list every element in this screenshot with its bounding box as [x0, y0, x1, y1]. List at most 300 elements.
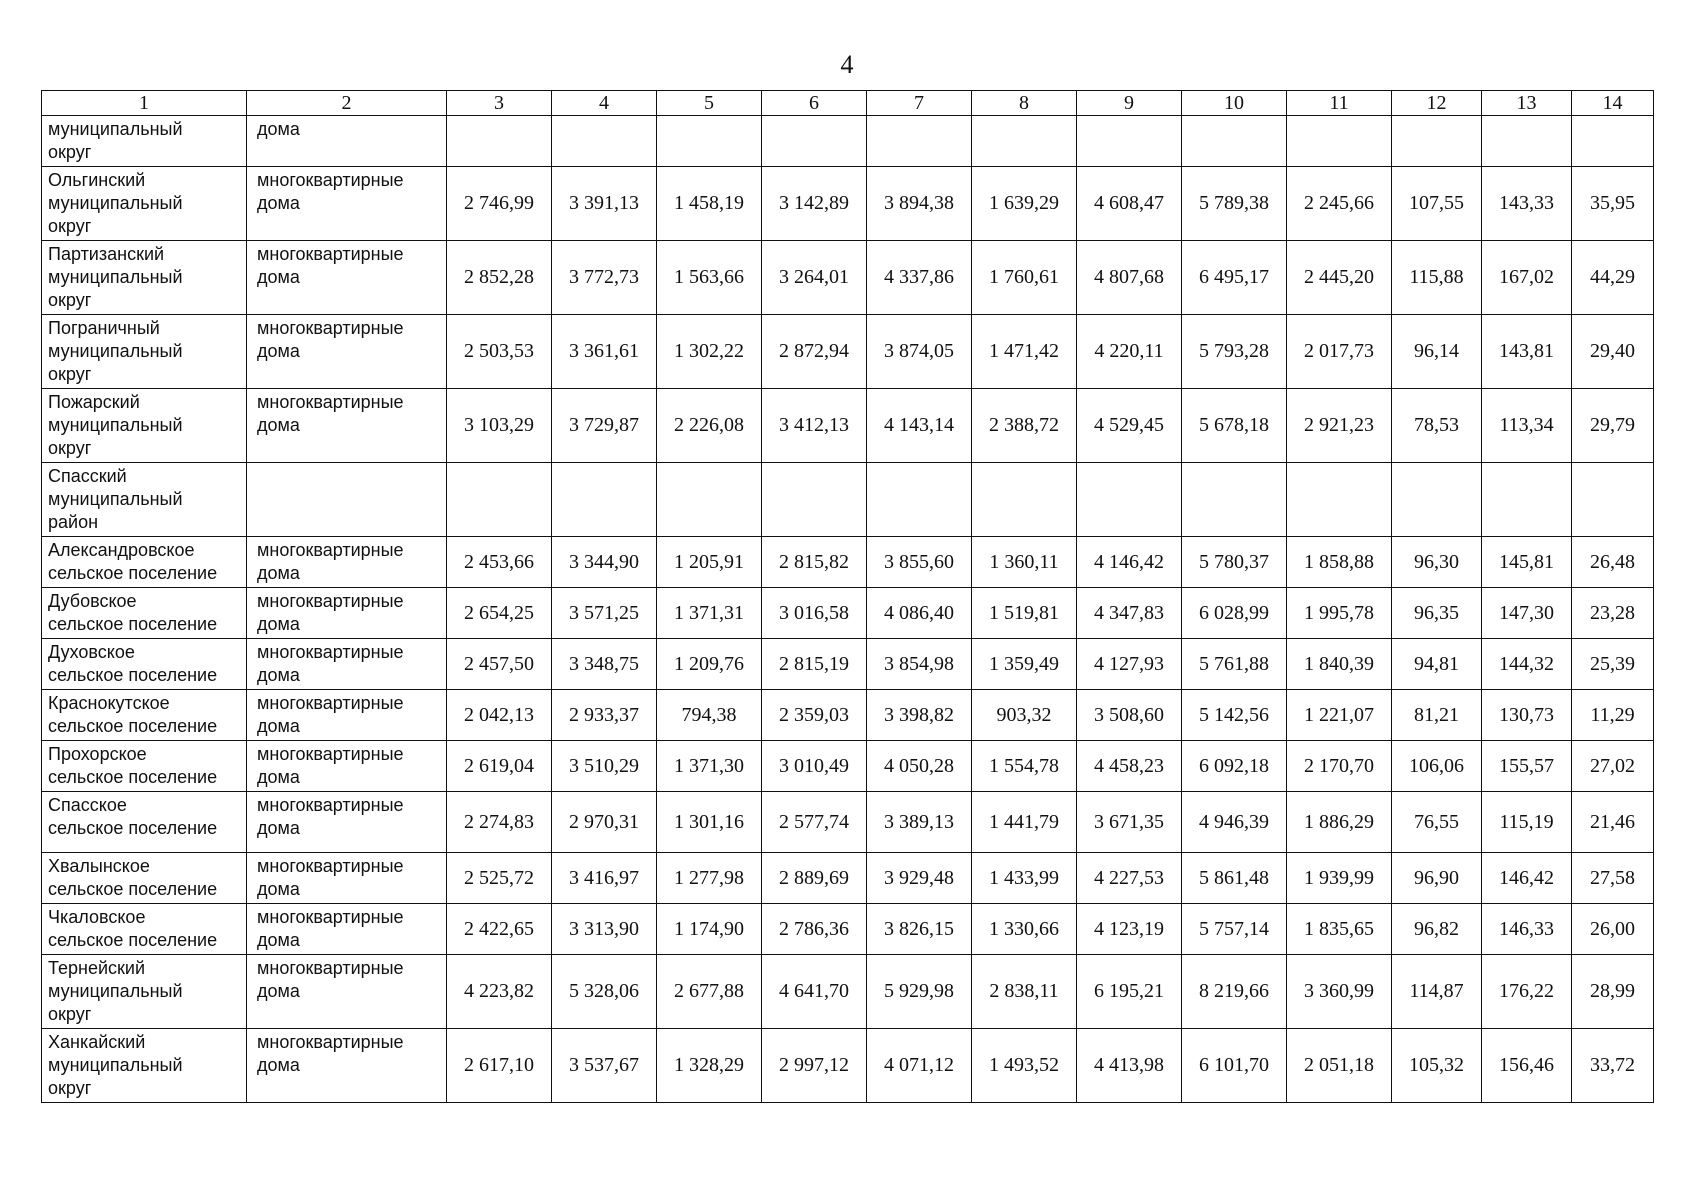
value-cell: 96,30 [1392, 537, 1482, 588]
value-cell [1287, 463, 1392, 537]
value-cell: 1 835,65 [1287, 904, 1392, 955]
value-cell: 2 577,74 [762, 792, 867, 853]
territory-name-line: округ [48, 1078, 92, 1098]
value-cell: 2 970,31 [552, 792, 657, 853]
territory-name-line: муниципальный [48, 1055, 183, 1075]
value-cell [1482, 116, 1572, 167]
value-cell: 2 997,12 [762, 1029, 867, 1103]
value-cell: 27,02 [1572, 741, 1654, 792]
housing-type-line: многоквартирные [257, 1032, 404, 1052]
value-cell [1572, 116, 1654, 167]
territory-name-line: район [48, 512, 99, 532]
column-header: 9 [1077, 91, 1182, 116]
value-cell: 5 142,56 [1182, 690, 1287, 741]
value-cell: 2 786,36 [762, 904, 867, 955]
housing-type-line: дома [257, 879, 300, 899]
value-cell: 23,28 [1572, 588, 1654, 639]
housing-type-cell [247, 116, 447, 167]
territory-name-line: сельское поселение [48, 665, 218, 685]
value-cell: 167,02 [1482, 241, 1572, 315]
value-cell: 1 639,29 [972, 167, 1077, 241]
territory-name-line: сельское поселение [48, 563, 218, 583]
territory-name-line: муниципальный [48, 341, 183, 361]
housing-type-line: многоквартирные [257, 958, 404, 978]
value-cell: 4 347,83 [1077, 588, 1182, 639]
value-cell: 2 852,28 [447, 241, 552, 315]
value-cell: 145,81 [1482, 537, 1572, 588]
value-cell: 3 729,87 [552, 389, 657, 463]
value-cell [1182, 463, 1287, 537]
value-cell: 2 503,53 [447, 315, 552, 389]
value-cell: 1 302,22 [657, 315, 762, 389]
value-cell: 81,21 [1392, 690, 1482, 741]
value-cell: 1 563,66 [657, 241, 762, 315]
value-cell: 2 453,66 [447, 537, 552, 588]
value-cell: 3 391,13 [552, 167, 657, 241]
value-cell: 146,33 [1482, 904, 1572, 955]
value-cell [762, 463, 867, 537]
territory-name-line: Партизанский [48, 244, 165, 264]
territory-name-line: округ [48, 290, 92, 310]
value-cell: 96,14 [1392, 315, 1482, 389]
value-cell [867, 463, 972, 537]
value-cell: 29,79 [1572, 389, 1654, 463]
housing-type-cell [247, 904, 447, 955]
housing-type-line: дома [257, 415, 300, 435]
column-header: 5 [657, 91, 762, 116]
column-header: 12 [1392, 91, 1482, 116]
housing-type-cell [247, 955, 447, 1029]
value-cell: 4 127,93 [1077, 639, 1182, 690]
value-cell: 3 854,98 [867, 639, 972, 690]
value-cell: 3 510,29 [552, 741, 657, 792]
table-row [42, 741, 1654, 792]
housing-type-line: многоквартирные [257, 907, 404, 927]
value-cell [552, 116, 657, 167]
territory-name-cell [42, 315, 247, 389]
territory-name-line: округ [48, 438, 92, 458]
column-header: 6 [762, 91, 867, 116]
value-cell [1182, 116, 1287, 167]
value-cell: 1 328,29 [657, 1029, 762, 1103]
value-cell: 4 641,70 [762, 955, 867, 1029]
value-cell: 2 617,10 [447, 1029, 552, 1103]
value-cell: 1 471,42 [972, 315, 1077, 389]
value-cell: 2 619,04 [447, 741, 552, 792]
value-cell: 115,88 [1392, 241, 1482, 315]
column-header: 4 [552, 91, 657, 116]
table-body [42, 91, 1654, 1103]
housing-type-line: многоквартирные [257, 642, 404, 662]
value-cell: 114,87 [1392, 955, 1482, 1029]
value-cell: 155,57 [1482, 741, 1572, 792]
value-cell: 2 042,13 [447, 690, 552, 741]
value-cell: 115,19 [1482, 792, 1572, 853]
value-cell: 1 209,76 [657, 639, 762, 690]
value-cell [552, 463, 657, 537]
value-cell: 3 264,01 [762, 241, 867, 315]
housing-type-line: многоквартирные [257, 693, 404, 713]
table-row [42, 955, 1654, 1029]
column-header: 11 [1287, 91, 1392, 116]
territory-name-cell [42, 741, 247, 792]
value-cell: 1 939,99 [1287, 853, 1392, 904]
value-cell: 4 146,42 [1077, 537, 1182, 588]
value-cell [972, 463, 1077, 537]
table-row [42, 116, 1654, 167]
housing-type-cell [247, 741, 447, 792]
value-cell: 3 508,60 [1077, 690, 1182, 741]
territory-name-cell [42, 1029, 247, 1103]
value-cell [762, 116, 867, 167]
value-cell: 1 174,90 [657, 904, 762, 955]
territory-name-cell [42, 167, 247, 241]
value-cell [1482, 463, 1572, 537]
value-cell: 2 445,20 [1287, 241, 1392, 315]
housing-type-line: дома [257, 716, 300, 736]
value-cell: 146,42 [1482, 853, 1572, 904]
territory-name-cell [42, 389, 247, 463]
territory-name-line: округ [48, 216, 92, 236]
housing-type-line: многоквартирные [257, 170, 404, 190]
value-cell: 2 051,18 [1287, 1029, 1392, 1103]
territory-name-line: Тернейский [48, 958, 145, 978]
value-cell: 156,46 [1482, 1029, 1572, 1103]
housing-type-cell [247, 639, 447, 690]
header-row [42, 91, 1654, 116]
value-cell: 21,46 [1572, 792, 1654, 853]
value-cell [657, 116, 762, 167]
territory-name-line: сельское поселение [48, 716, 218, 736]
table-row [42, 315, 1654, 389]
value-cell: 5 328,06 [552, 955, 657, 1029]
table-row [42, 1029, 1654, 1103]
value-cell [867, 116, 972, 167]
value-cell: 6 092,18 [1182, 741, 1287, 792]
value-cell: 2 933,37 [552, 690, 657, 741]
value-cell: 1 760,61 [972, 241, 1077, 315]
housing-type-line: многоквартирные [257, 244, 404, 264]
value-cell: 2 872,94 [762, 315, 867, 389]
value-cell: 5 678,18 [1182, 389, 1287, 463]
value-cell: 3 016,58 [762, 588, 867, 639]
value-cell: 903,32 [972, 690, 1077, 741]
table-row [42, 463, 1654, 537]
value-cell: 5 793,28 [1182, 315, 1287, 389]
value-cell: 3 416,97 [552, 853, 657, 904]
value-cell: 5 761,88 [1182, 639, 1287, 690]
housing-type-line: дома [257, 1055, 300, 1075]
territory-name-cell [42, 904, 247, 955]
territory-name-cell [42, 588, 247, 639]
territory-name-line: сельское поселение [48, 930, 218, 950]
territory-name-line: Пограничный [48, 318, 160, 338]
territory-name-cell [42, 792, 247, 853]
value-cell [1077, 463, 1182, 537]
value-cell: 107,55 [1392, 167, 1482, 241]
column-header: 1 [42, 91, 247, 116]
table-row [42, 241, 1654, 315]
territory-name-line: Прохорское [48, 744, 147, 764]
value-cell: 794,38 [657, 690, 762, 741]
value-cell: 96,35 [1392, 588, 1482, 639]
value-cell: 113,34 [1482, 389, 1572, 463]
value-cell: 2 654,25 [447, 588, 552, 639]
value-cell: 3 826,15 [867, 904, 972, 955]
territory-name-line: Александровское [48, 540, 195, 560]
housing-type-cell [247, 1029, 447, 1103]
housing-type-line: дома [257, 267, 300, 287]
housing-type-cell [247, 167, 447, 241]
value-cell: 2 422,65 [447, 904, 552, 955]
value-cell: 3 894,38 [867, 167, 972, 241]
territory-name-line: Спасское [48, 795, 127, 815]
housing-type-line: многоквартирные [257, 744, 404, 764]
value-cell: 2 838,11 [972, 955, 1077, 1029]
housing-type-cell [247, 792, 447, 853]
value-cell: 3 348,75 [552, 639, 657, 690]
value-cell: 4 608,47 [1077, 167, 1182, 241]
value-cell [1077, 116, 1182, 167]
value-cell: 1 205,91 [657, 537, 762, 588]
table-row [42, 639, 1654, 690]
territory-name-cell [42, 463, 247, 537]
column-header: 7 [867, 91, 972, 116]
value-cell: 25,39 [1572, 639, 1654, 690]
value-cell: 2 677,88 [657, 955, 762, 1029]
housing-type-line: дома [257, 614, 300, 634]
territory-name-line: Ханкайский [48, 1032, 146, 1052]
value-cell [1287, 116, 1392, 167]
territory-name-line: муниципальный [48, 119, 183, 139]
value-cell: 3 929,48 [867, 853, 972, 904]
value-cell: 1 840,39 [1287, 639, 1392, 690]
value-cell: 3 537,67 [552, 1029, 657, 1103]
territory-name-line: Хвалынское [48, 856, 150, 876]
housing-type-cell [247, 537, 447, 588]
value-cell: 4 337,86 [867, 241, 972, 315]
value-cell: 5 789,38 [1182, 167, 1287, 241]
housing-type-line: многоквартирные [257, 795, 404, 815]
territory-name-line: округ [48, 1004, 92, 1024]
value-cell [447, 463, 552, 537]
value-cell: 1 371,30 [657, 741, 762, 792]
value-cell: 1 441,79 [972, 792, 1077, 853]
value-cell: 2 815,82 [762, 537, 867, 588]
value-cell: 3 412,13 [762, 389, 867, 463]
housing-type-line: дома [257, 119, 300, 139]
table-row [42, 904, 1654, 955]
housing-type-cell [247, 463, 447, 537]
value-cell [447, 116, 552, 167]
value-cell: 2 889,69 [762, 853, 867, 904]
value-cell: 4 458,23 [1077, 741, 1182, 792]
value-cell: 2 746,99 [447, 167, 552, 241]
column-header: 8 [972, 91, 1077, 116]
value-cell: 3 010,49 [762, 741, 867, 792]
value-cell: 143,33 [1482, 167, 1572, 241]
value-cell: 1 554,78 [972, 741, 1077, 792]
territory-name-line: Краснокутское [48, 693, 170, 713]
value-cell: 2 226,08 [657, 389, 762, 463]
value-cell: 144,32 [1482, 639, 1572, 690]
value-cell: 96,90 [1392, 853, 1482, 904]
housing-type-line: многоквартирные [257, 591, 404, 611]
value-cell: 3 571,25 [552, 588, 657, 639]
value-cell: 2 359,03 [762, 690, 867, 741]
value-cell: 2 457,50 [447, 639, 552, 690]
value-cell: 143,81 [1482, 315, 1572, 389]
value-cell: 130,73 [1482, 690, 1572, 741]
value-cell: 1 359,49 [972, 639, 1077, 690]
value-cell: 5 780,37 [1182, 537, 1287, 588]
value-cell: 1 493,52 [972, 1029, 1077, 1103]
territory-name-cell [42, 116, 247, 167]
value-cell: 3 103,29 [447, 389, 552, 463]
value-cell: 1 221,07 [1287, 690, 1392, 741]
territory-name-line: округ [48, 142, 92, 162]
value-cell: 3 361,61 [552, 315, 657, 389]
value-cell: 11,29 [1572, 690, 1654, 741]
territory-name-line: сельское поселение [48, 818, 218, 838]
value-cell: 1 519,81 [972, 588, 1077, 639]
value-cell [1572, 463, 1654, 537]
value-cell: 44,29 [1572, 241, 1654, 315]
value-cell: 4 529,45 [1077, 389, 1182, 463]
territory-name-line: сельское поселение [48, 767, 218, 787]
value-cell [1392, 463, 1482, 537]
value-cell: 147,30 [1482, 588, 1572, 639]
housing-type-line: многоквартирные [257, 392, 404, 412]
territory-name-line: округ [48, 364, 92, 384]
territory-name-cell [42, 955, 247, 1029]
value-cell: 3 398,82 [867, 690, 972, 741]
value-cell: 2 815,19 [762, 639, 867, 690]
territory-name-line: Пожарский [48, 392, 140, 412]
data-table [41, 90, 1654, 1103]
column-header: 13 [1482, 91, 1572, 116]
value-cell: 5 757,14 [1182, 904, 1287, 955]
value-cell: 8 219,66 [1182, 955, 1287, 1029]
value-cell: 4 227,53 [1077, 853, 1182, 904]
housing-type-line: дома [257, 818, 300, 838]
value-cell: 6 495,17 [1182, 241, 1287, 315]
value-cell: 3 142,89 [762, 167, 867, 241]
value-cell: 4 413,98 [1077, 1029, 1182, 1103]
housing-type-line: дома [257, 341, 300, 361]
territory-name-line: Чкаловское [48, 907, 146, 927]
value-cell: 176,22 [1482, 955, 1572, 1029]
value-cell: 3 772,73 [552, 241, 657, 315]
territory-name-line: Спасский [48, 466, 127, 486]
value-cell: 6 101,70 [1182, 1029, 1287, 1103]
value-cell: 4 086,40 [867, 588, 972, 639]
value-cell: 1 458,19 [657, 167, 762, 241]
value-cell: 1 858,88 [1287, 537, 1392, 588]
value-cell: 2 388,72 [972, 389, 1077, 463]
value-cell: 94,81 [1392, 639, 1482, 690]
value-cell: 2 525,72 [447, 853, 552, 904]
territory-name-line: муниципальный [48, 415, 183, 435]
housing-type-cell [247, 588, 447, 639]
housing-type-cell [247, 315, 447, 389]
housing-type-line: дома [257, 193, 300, 213]
value-cell: 4 223,82 [447, 955, 552, 1029]
value-cell: 27,58 [1572, 853, 1654, 904]
territory-name-line: сельское поселение [48, 614, 218, 634]
value-cell: 4 050,28 [867, 741, 972, 792]
value-cell: 5 861,48 [1182, 853, 1287, 904]
territory-name-line: муниципальный [48, 267, 183, 287]
territory-name-line: Духовское [48, 642, 135, 662]
value-cell: 3 344,90 [552, 537, 657, 588]
value-cell: 1 330,66 [972, 904, 1077, 955]
housing-type-line: дома [257, 563, 300, 583]
table-row [42, 167, 1654, 241]
value-cell: 1 360,11 [972, 537, 1077, 588]
value-cell: 2 921,23 [1287, 389, 1392, 463]
value-cell: 2 245,66 [1287, 167, 1392, 241]
housing-type-line: многоквартирные [257, 856, 404, 876]
value-cell: 1 301,16 [657, 792, 762, 853]
territory-name-cell [42, 241, 247, 315]
value-cell: 3 360,99 [1287, 955, 1392, 1029]
territory-name-line: Ольгинский [48, 170, 146, 190]
table-row [42, 853, 1654, 904]
table-row [42, 690, 1654, 741]
value-cell: 35,95 [1572, 167, 1654, 241]
value-cell: 105,32 [1392, 1029, 1482, 1103]
value-cell: 76,55 [1392, 792, 1482, 853]
table-row [42, 588, 1654, 639]
table-row [42, 792, 1654, 853]
column-header: 10 [1182, 91, 1287, 116]
value-cell: 28,99 [1572, 955, 1654, 1029]
value-cell: 6 028,99 [1182, 588, 1287, 639]
housing-type-line: многоквартирные [257, 318, 404, 338]
value-cell: 26,48 [1572, 537, 1654, 588]
territory-name-cell [42, 639, 247, 690]
page-number: 4 [840, 50, 854, 79]
value-cell: 4 143,14 [867, 389, 972, 463]
value-cell: 5 929,98 [867, 955, 972, 1029]
value-cell: 4 123,19 [1077, 904, 1182, 955]
value-cell: 1 886,29 [1287, 792, 1392, 853]
value-cell: 2 274,83 [447, 792, 552, 853]
column-header: 2 [247, 91, 447, 116]
territory-name-cell [42, 690, 247, 741]
territory-name-line: Дубовское [48, 591, 137, 611]
value-cell: 3 389,13 [867, 792, 972, 853]
territory-name-cell [42, 537, 247, 588]
housing-type-line: многоквартирные [257, 540, 404, 560]
column-header: 14 [1572, 91, 1654, 116]
value-cell: 3 874,05 [867, 315, 972, 389]
housing-type-line: дома [257, 981, 300, 1001]
housing-type-cell [247, 241, 447, 315]
value-cell: 78,53 [1392, 389, 1482, 463]
value-cell: 3 671,35 [1077, 792, 1182, 853]
value-cell: 1 995,78 [1287, 588, 1392, 639]
housing-type-line: дома [257, 930, 300, 950]
value-cell: 3 855,60 [867, 537, 972, 588]
housing-type-line: дома [257, 767, 300, 787]
territory-name-cell [42, 853, 247, 904]
value-cell: 2 017,73 [1287, 315, 1392, 389]
value-cell: 1 277,98 [657, 853, 762, 904]
value-cell: 4 946,39 [1182, 792, 1287, 853]
territory-name-line: сельское поселение [48, 879, 218, 899]
